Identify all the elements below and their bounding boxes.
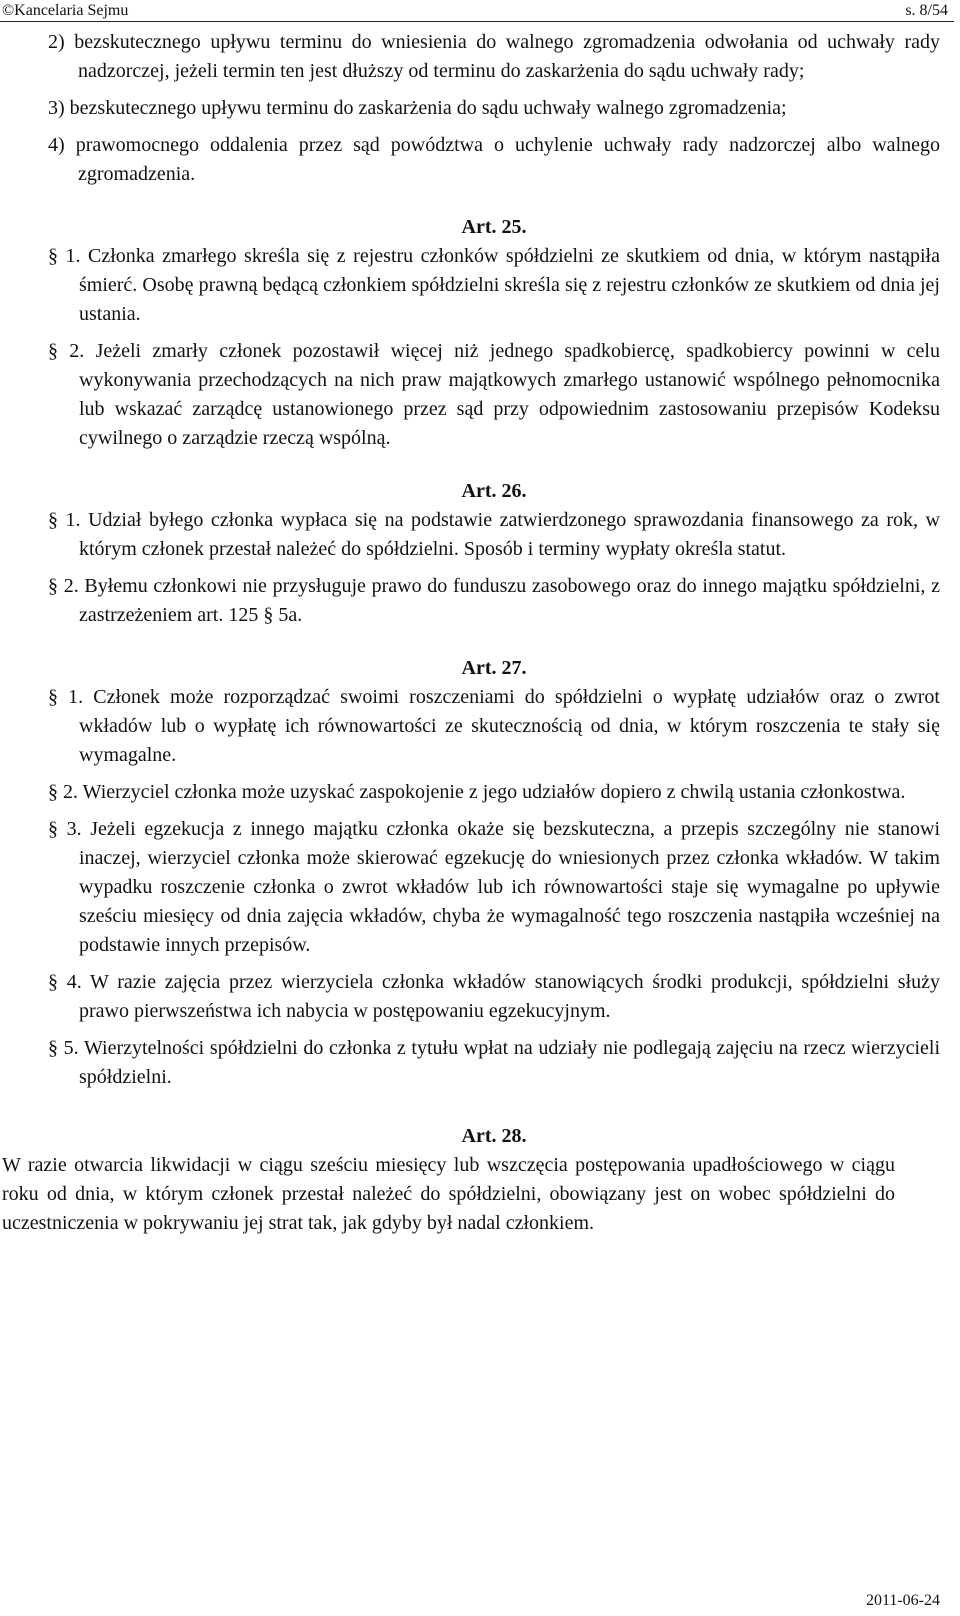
article-27-section-5: § 5. Wierzytelności spółdzielni do członka z tytułu wpłat na udziały nie podlegają zajęciu na rzecz wierzycieli spółdzielni.: [48, 1037, 940, 1088]
article-26-title: Art. 26.: [461, 480, 527, 502]
article-27-section-1: § 1. Członek może rozporządzać swoimi roszczeniami do spółdzielni o wypłatę udziałów oraz o zwrot wkładów lub o wypłatę ich równowartości ze skutecznością od dnia, w którym roszczenia te stały się wymagalne.: [48, 686, 940, 766]
article-27-section-4: § 4. W razie zajęcia przez wierzyciela członka wkładów stanowiących środki produkcji, spółdzielni służy prawo pierwszeństwa ich nabycia w postępowaniu egzekucyjnym.: [48, 971, 940, 1022]
page-number: s. 8/54: [905, 2, 948, 19]
footer-date: 2011-06-24: [865, 1592, 940, 1609]
article-28-text: W razie otwarcia likwidacji w ciągu sześciu miesięcy lub wszczęcia postępowania upadłościowego w ciągu roku od dnia, w którym członek przestał należeć do spółdzielni, obowiązany jest on wobec spółdzielni do uczestniczenia w pokrywaniu jej strat tak, jak gdyby był nadal członkiem.: [2, 1154, 895, 1234]
article-25-title: Art. 25.: [461, 216, 527, 238]
article-26-section-1: § 1. Udział byłego członka wypłaca się na podstawie zatwierdzonego sprawozdania finansowego za rok, w którym członek przestał należeć do spółdzielni. Sposób i terminy wypłaty określa statut.: [48, 509, 940, 560]
article-25-section-2: § 2. Jeżeli zmarły członek pozostawił więcej niż jednego spadkobiercę, spadkobiercy powinni w celu wykonywania przechodzących na nich praw majątkowych zmarłego ustanowić wspólnego pełnomocnika lub wskazać zarządcę ustanowionego przez sąd przy odpowiednim zastosowaniu przepisów Kodeksu cywilnego o zarządzie rzeczą wspólną.: [48, 340, 940, 449]
list-item-2: 2) bezskutecznego upływu terminu do wniesienia do walnego zgromadzenia odwołania od uchwały rady nadzorczej, jeżeli termin ten jest dłuższy od terminu do zaskarżenia do sądu uchwały rady;: [48, 31, 940, 82]
document-body: [2, 28, 940, 1238]
article-25-section-1: § 1. Członka zmarłego skreśla się z rejestru członków spółdzielni ze skutkiem od dnia, w którym nastąpiła śmierć. Osobę prawną będącą członkiem spółdzielni skreśla się z rejestru członków ze skutkiem od dnia jej ustania.: [48, 245, 940, 325]
list-item-4: 4) prawomocnego oddalenia przez sąd powództwa o uchylenie uchwały rady nadzorczej albo walnego zgromadzenia.: [48, 134, 940, 185]
header-rule: [0, 21, 954, 22]
article-26-section-2: § 2. Byłemu członkowi nie przysługuje prawo do funduszu zasobowego oraz do innego majątku spółdzielni, z zastrzeżeniem art. 125 § 5a.: [48, 575, 940, 626]
article-27-section-2: § 2. Wierzyciel członka może uzyskać zaspokojenie z jego udziałów dopiero z chwilą ustania członkostwa.: [48, 781, 906, 803]
article-28-title: Art. 28.: [461, 1125, 527, 1147]
list-item-3: 3) bezskutecznego upływu terminu do zaskarżenia do sądu uchwały walnego zgromadzenia;: [48, 97, 787, 119]
article-27-title: Art. 27.: [461, 657, 527, 679]
article-27-section-3: § 3. Jeżeli egzekucja z innego majątku członka okaże się bezskuteczna, a przepis szczególny nie stanowi inaczej, wierzyciel członka może skierować egzekucję do wniesionych przez członka wkładów. W takim wypadku roszczenie członka o zwrot wkładów lub ich równowartości staje się wymagalne po upływie sześciu miesięcy od dnia zajęcia wkładów, chyba że wymagalność tego roszczenia nastąpiła wcześniej na podstawie innych przepisów.: [48, 818, 940, 956]
header-source: ©Kancelaria Sejmu: [2, 2, 129, 19]
